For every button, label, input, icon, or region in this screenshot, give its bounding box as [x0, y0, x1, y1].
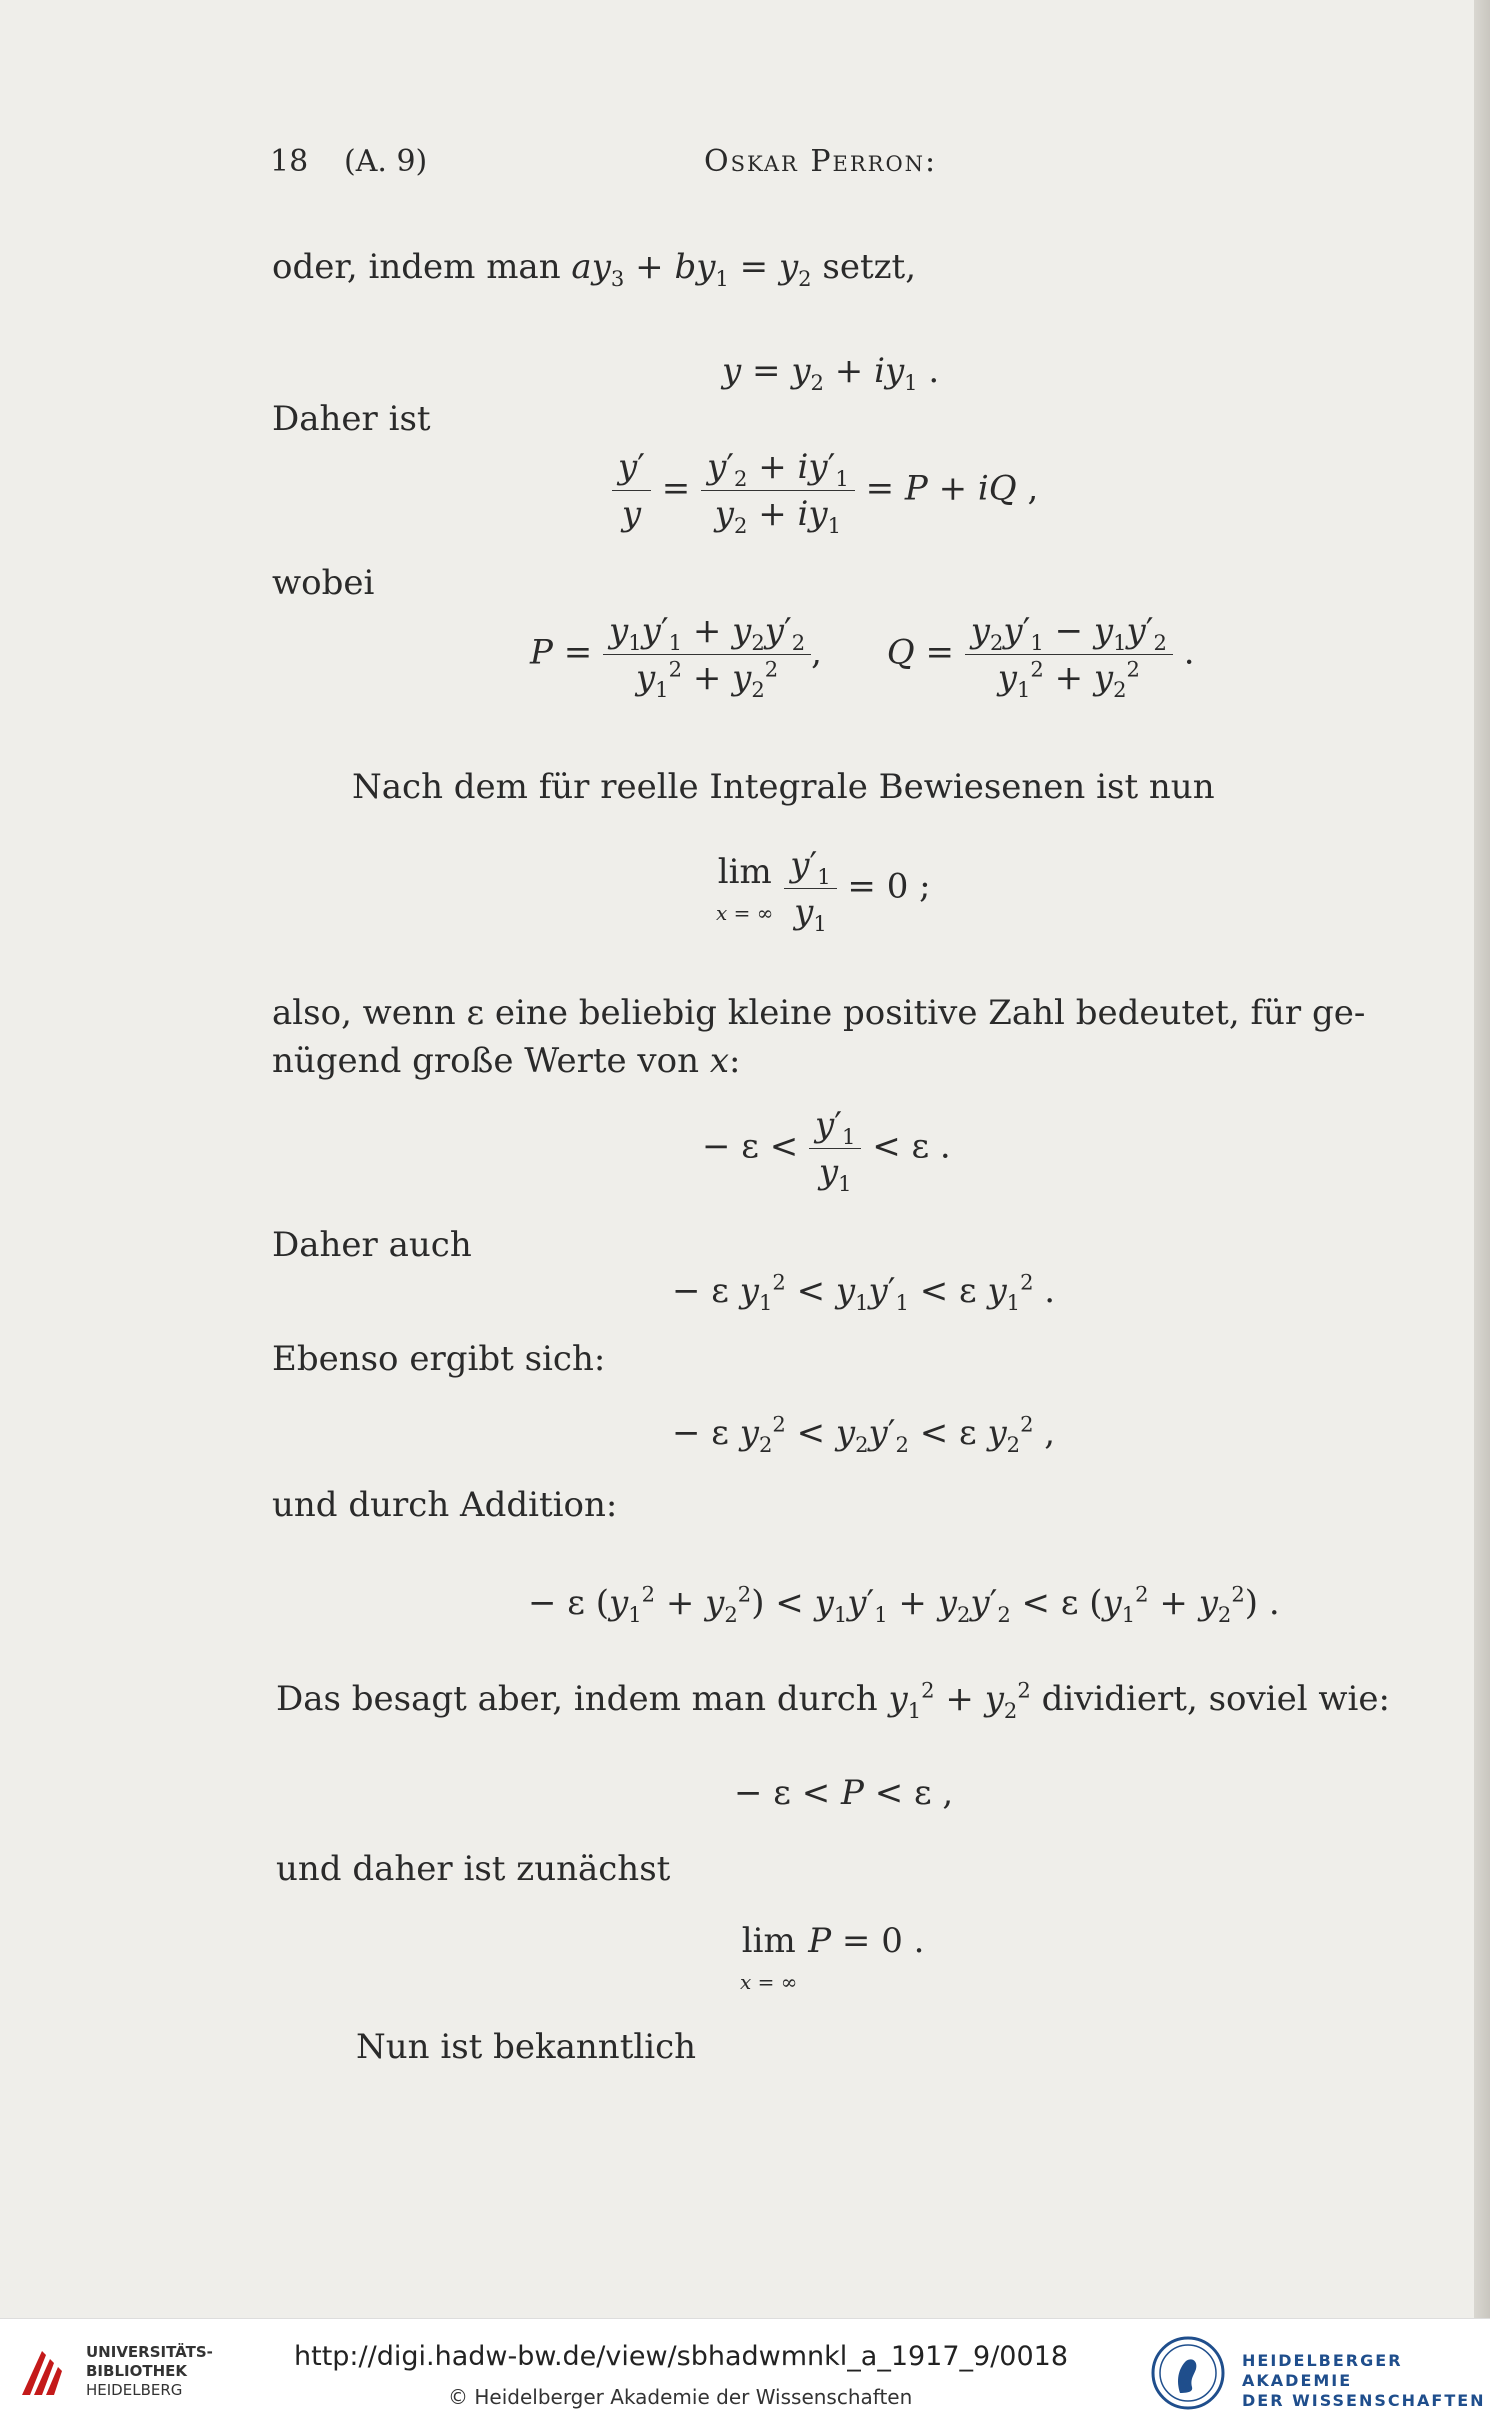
text-und-durch: und durch Addition:: [272, 1485, 618, 1525]
text-daher-auch: Daher auch: [272, 1225, 472, 1265]
equation-log-derivative: $\frac{y'}{y}$ = $\frac{y'_2 + iy'_1}{y_2 + iy_1}$ = P + iQ ,: [612, 450, 1038, 531]
equation-bound-1: − ε < $\frac{y'_1}{y_1}$ < ε .: [702, 1105, 951, 1196]
copyright-notice: © Heidelberger Akademie der Wissenschaften: [448, 2385, 913, 2409]
equation-p-q: P = $\frac{y_1y'_1 + y_2y'_2}{y_1^2 + y_2^2}$ , Q = $\frac{y_2y'_1 - y_1y'_2}{y_1^2 + y_2^2}$ .: [530, 611, 1195, 702]
text-das-besagt-prefix: Das besagt aber, indem man durch: [276, 1679, 878, 1719]
text-das-besagt: Das besagt aber, indem man durch $y_1^2 + y_2^2$ dividiert, soviel wie:: [276, 1677, 1390, 1723]
text-daher-ist: Daher ist: [272, 399, 431, 439]
text-das-besagt-suffix: dividiert, soviel wie:: [1041, 1679, 1390, 1719]
page-edge: [1474, 0, 1490, 2318]
text-also-1: also, wenn ε eine beliebig kleine positive Zahl bedeutet, für ge-: [272, 993, 1366, 1033]
equation-bound-2: − ε $y_1^2 < y_1y'_1 < \varepsilon$ $y_1^2$ .: [672, 1269, 1056, 1315]
academy-name: HEIDELBERGER AKADEMIE DER WISSENSCHAFTEN: [1242, 2351, 1486, 2410]
equation-p-bound: − ε < P < ε ,: [734, 1773, 954, 1813]
text-wobei: wobei: [272, 563, 375, 603]
equation-bound-3: − ε $y_2^2 < y_2y'_2 < \varepsilon$ $y_2^2$ ,: [672, 1411, 1056, 1457]
text-line-1: oder, indem man $ay_3 + by_1 = y_2$ setzt,: [272, 247, 917, 291]
text-l1-prefix: oder, indem man: [272, 247, 561, 287]
equation-y: $y = y_2 + iy_1$ .: [722, 351, 940, 395]
text-ebenso: Ebenso ergibt sich:: [272, 1339, 606, 1379]
university-library-name: UNIVERSITÄTS- BIBLIOTHEK HEIDELBERG: [86, 2343, 213, 2399]
text-und-daher: und daher ist zunächst: [276, 1849, 671, 1889]
equation-limit-1: lim x = ∞ $\frac{y'_1}{y_1}$ = 0 ;: [716, 845, 931, 936]
section-ref: (A. 9): [344, 144, 428, 179]
running-author: Oskar Perron:: [704, 144, 938, 179]
lim-subscript: x = ∞: [716, 900, 774, 925]
equation-sum-bound: − ε $(y_1^2 + y_2^2) < y_1y'_1 + y_2y'_2 < \varepsilon$ $(y_1^2 + y_2^2)$ .: [528, 1581, 1280, 1627]
text-also-2-words: nügend große Werte von: [272, 1041, 699, 1081]
equation-limit-p: lim x = ∞ P = 0 .: [740, 1921, 925, 1994]
footer-bar: [0, 2318, 1490, 2425]
text-nach-dem: Nach dem für reelle Integrale Bewiesenen ist nun: [352, 767, 1215, 807]
source-url-link[interactable]: http://digi.hadw-bw.de/view/sbhadwmnkl_a_1917_9/0018: [294, 2341, 1069, 2372]
lim-label-2: lim: [741, 1921, 796, 1961]
page-number: 18: [270, 144, 309, 179]
text-l1-suffix: setzt,: [822, 247, 917, 287]
text-also-2: nügend große Werte von x:: [272, 1041, 741, 1081]
university-library-logo-icon: [16, 2345, 72, 2401]
lim-subscript-2: x = ∞: [740, 1970, 798, 1994]
academy-seal-icon: [1150, 2335, 1226, 2411]
lim-label: lim: [717, 851, 772, 892]
text-nun-ist: Nun ist bekanntlich: [356, 2027, 697, 2067]
